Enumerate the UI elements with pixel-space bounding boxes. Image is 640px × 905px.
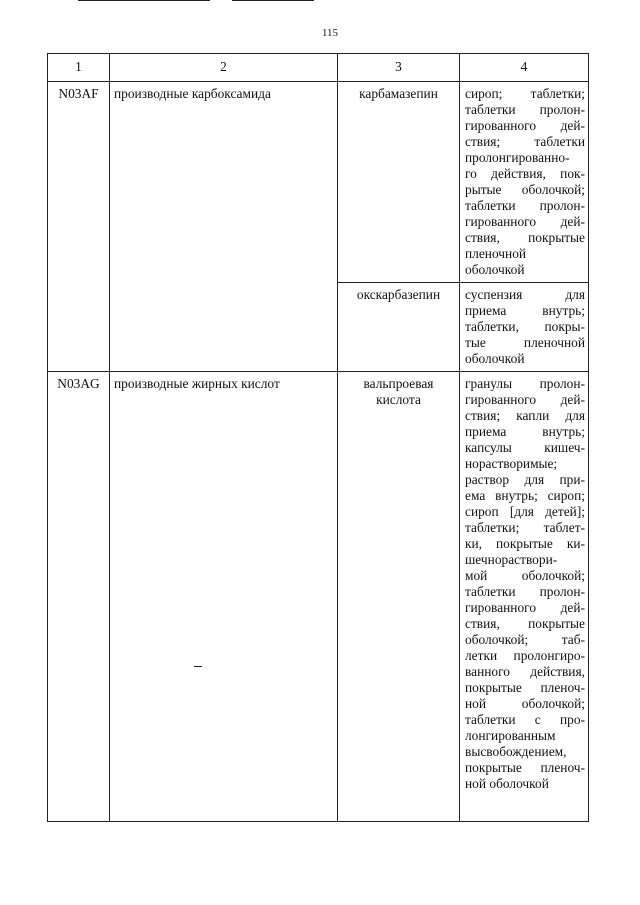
dosage-form-line: ной оболочкой	[465, 776, 549, 791]
dosage-form-line: ствия, покрытые	[465, 230, 585, 245]
dash-mark	[194, 666, 202, 667]
table-row	[48, 372, 589, 822]
dosage-form-line: ванного действия,	[465, 664, 585, 679]
dosage-forms	[460, 283, 589, 372]
header-col-4: 4	[460, 54, 589, 82]
dosage-form-line: пролонгированно-	[465, 150, 570, 165]
dosage-form-line: лонгированным	[465, 728, 556, 743]
dosage-form-line: суспензия для	[465, 287, 585, 302]
dosage-form-line: таблетки пролон-	[465, 198, 585, 213]
dosage-form-line: таблетки пролон-	[465, 584, 585, 599]
dosage-form-line: высвобождением,	[465, 744, 567, 759]
dosage-form-line: сироп; таблетки;	[465, 86, 585, 101]
dosage-form-line: оболочкой	[465, 351, 525, 366]
dosage-form-line: таблетки пролон-	[465, 102, 585, 117]
dosage-form-line: таблетки, покры-	[465, 319, 585, 334]
dosage-form-line: таблетки с про-	[465, 712, 585, 727]
dosage-form-line: гированного дей-	[465, 392, 585, 407]
dosage-form-line: пленочной	[465, 246, 527, 261]
top-rule-right	[232, 0, 314, 1]
dosage-form-line: ствия; таблетки	[465, 134, 585, 149]
dosage-form-line: шечнораствори-	[465, 552, 558, 567]
dosage-form-line: го действия, пок-	[465, 166, 585, 181]
dosage-forms	[460, 82, 589, 283]
dosage-form-line: покрытые пленоч-	[465, 760, 585, 775]
dosage-form-line: таблетки; таблет-	[465, 520, 585, 535]
dosage-form-line: мой оболочкой;	[465, 568, 585, 583]
dosage-form-line: гированного дей-	[465, 214, 585, 229]
dosage-form-line: летки пролонгиро-	[465, 648, 585, 663]
dosage-form-line: покрытые пленоч-	[465, 680, 585, 695]
dosage-form-line: норастворимые;	[465, 456, 558, 471]
dosage-forms-text	[465, 376, 585, 792]
top-rule-left	[78, 0, 210, 1]
atc-code: N03AG	[48, 372, 110, 822]
drug-name: карбамазепин	[338, 82, 460, 283]
drug-table	[47, 53, 589, 822]
dosage-form-line: гированного дей-	[465, 600, 585, 615]
dosage-form-line: оболочкой	[465, 262, 525, 277]
header-row	[48, 54, 589, 82]
atc-group: производные жирных кислот	[110, 372, 338, 822]
page-number: 115	[321, 27, 339, 39]
drug-name: вальпроевая кислота	[338, 372, 460, 822]
dosage-forms	[460, 372, 589, 822]
dosage-form-line: тые пленочной	[465, 335, 585, 350]
dosage-form-line: рытые оболочкой;	[465, 182, 585, 197]
dosage-forms-text	[465, 86, 585, 278]
dosage-form-line: оболочкой; таб-	[465, 632, 585, 647]
dosage-form-line: ема внутрь; сироп;	[465, 488, 585, 503]
atc-code: N03AF	[48, 82, 110, 372]
dosage-forms-text	[465, 287, 585, 367]
dosage-form-line: гранулы пролон-	[465, 376, 585, 391]
header-col-3: 3	[338, 54, 460, 82]
dosage-form-line: ствия; капли для	[465, 408, 585, 423]
drug-name: окскарбазепин	[338, 283, 460, 372]
dosage-form-line: ки, покрытые ки-	[465, 536, 585, 551]
header-col-1: 1	[48, 54, 110, 82]
atc-group: производные карбоксамида	[110, 82, 338, 372]
dosage-form-line: приема внутрь;	[465, 303, 585, 318]
table-row	[48, 82, 589, 283]
dosage-form-line: ствия, покрытые	[465, 616, 585, 631]
dosage-form-line: ной оболочкой;	[465, 696, 585, 711]
dosage-form-line: приема внутрь;	[465, 424, 585, 439]
header-col-2: 2	[110, 54, 338, 82]
dosage-form-line: раствор для при-	[465, 472, 585, 487]
dosage-form-line: гированного дей-	[465, 118, 585, 133]
dosage-form-line: капсулы кишеч-	[465, 440, 585, 455]
dosage-form-line: сироп [для детей];	[465, 504, 585, 519]
